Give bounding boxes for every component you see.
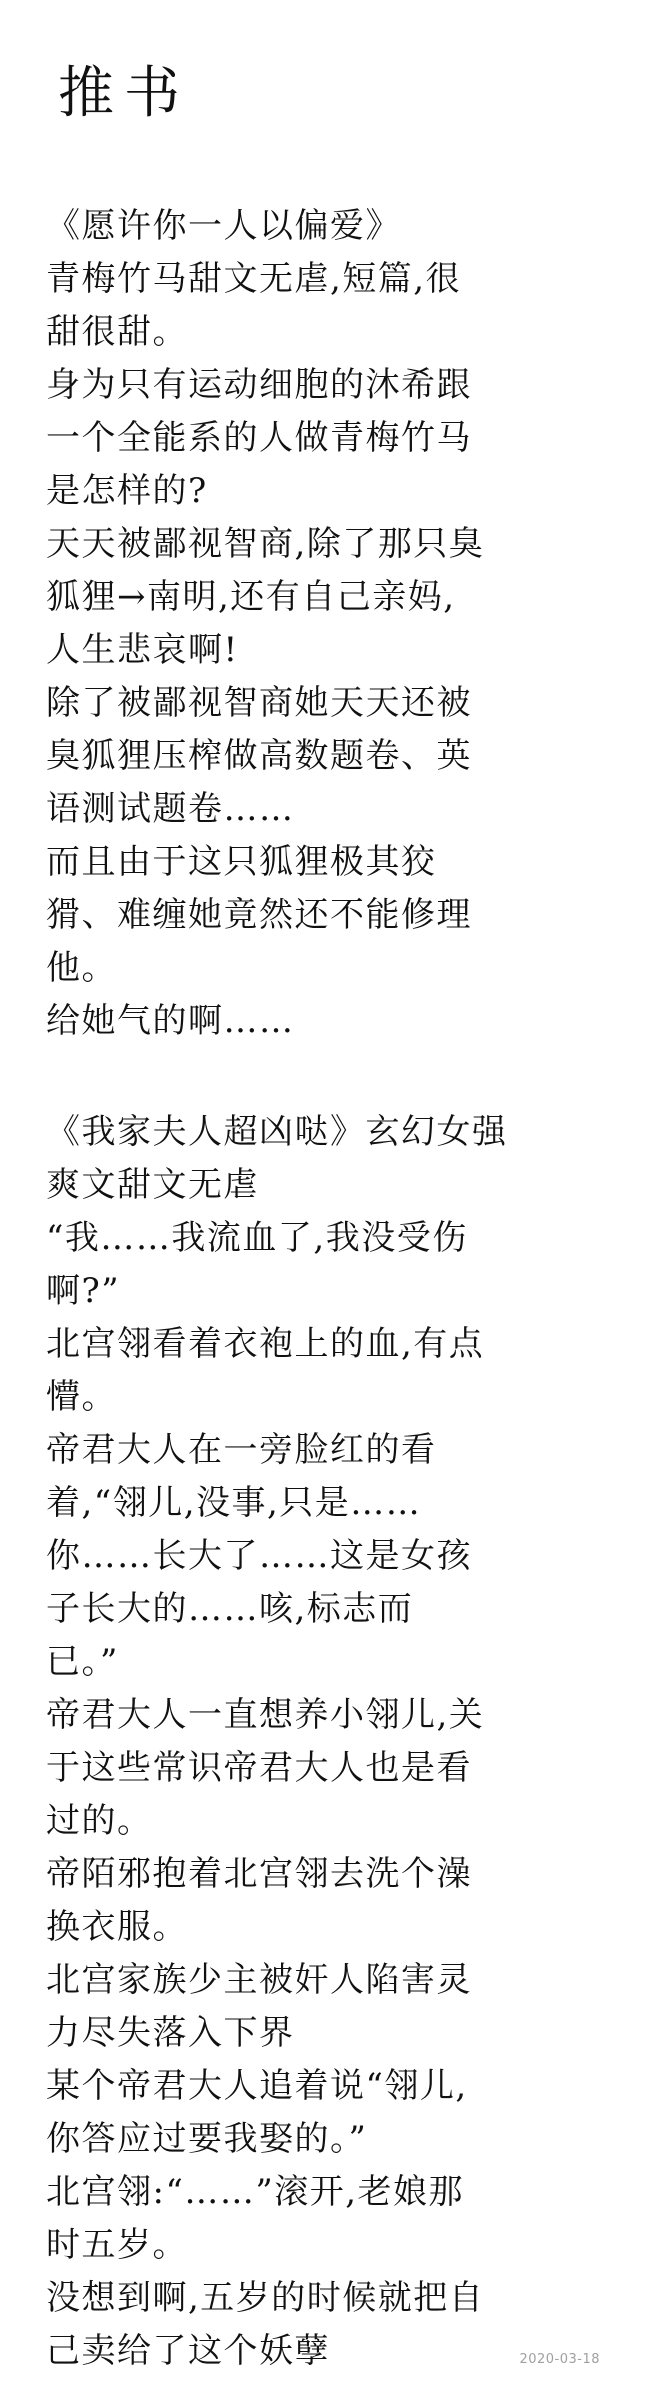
text-line: 某个帝君大人追着说“翎儿,: [46, 2066, 468, 2106]
text-line: 帝陌邪抱着北宫翎去洗个澡: [46, 1854, 472, 1894]
text-line: 他。: [46, 948, 117, 988]
text-line: 北宫翎:“……”滚开,老娘那: [46, 2172, 465, 2212]
text-line: 北宫家族少主被奸人陷害灵: [46, 1960, 472, 2000]
text-line: 时五岁。: [46, 2225, 188, 2265]
text-line: 除了被鄙视智商她天天还被: [46, 683, 472, 723]
book-recommendation-2: [46, 1106, 628, 2378]
text-line: 懵。: [46, 1377, 117, 1417]
text-line: 于这些常识帝君大人也是看: [46, 1748, 472, 1788]
text-line: 狐狸→南明,还有自己亲妈,: [46, 577, 456, 617]
text-line: 啊?”: [46, 1271, 121, 1311]
text-line: 你答应过要我娶的。”: [46, 2119, 368, 2159]
text-line: 青梅竹马甜文无虐,短篇,很: [46, 259, 462, 299]
date-stamp: 2020-03-18: [519, 2352, 600, 2367]
text-line: 力尽失落入下界: [46, 2013, 295, 2053]
text-line: 《我家夫人超凶哒》玄幻女强: [46, 1112, 508, 1152]
text-line: 已。”: [46, 1642, 119, 1682]
text-line: 换衣服。: [46, 1907, 188, 1947]
text-line: 爽文甜文无虐: [46, 1165, 259, 1205]
text-line: 帝君大人在一旁脸红的看: [46, 1430, 437, 1470]
text-line: 没想到啊,五岁的时候就把自: [46, 2278, 485, 2318]
text-line: 是怎样的?: [46, 471, 208, 511]
text-line: 而且由于这只狐狸极其狡: [46, 842, 437, 882]
text-line: 甜很甜。: [46, 312, 188, 352]
text-line: 着,“翎儿,没事,只是……: [46, 1483, 422, 1523]
text-line: 《愿许你一人以偏爱》: [46, 206, 401, 246]
text-line: 子长大的……咳,标志而: [46, 1589, 414, 1629]
text-line: 一个全能系的人做青梅竹马: [46, 418, 472, 458]
text-line: “我……我流血了,我没受伤: [46, 1218, 468, 1258]
text-line: 语测试题卷……: [46, 789, 295, 829]
text-line: 过的。: [46, 1801, 153, 1841]
text-line: 身为只有运动细胞的沐希跟: [46, 365, 472, 405]
page-title: 推书: [58, 61, 190, 126]
text-line: 帝君大人一直想养小翎儿,关: [46, 1695, 485, 1735]
text-line: 人生悲哀啊!: [46, 630, 239, 670]
text-line: 天天被鄙视智商,除了那只臭: [46, 524, 485, 564]
text-line: 臭狐狸压榨做高数题卷、英: [46, 736, 472, 776]
text-line: 给她气的啊……: [46, 1001, 295, 1041]
text-line: 你……长大了……这是女孩: [46, 1536, 472, 1576]
text-line: 己卖给了这个妖孽: [46, 2331, 330, 2371]
book-recommendation-1: [46, 200, 628, 1048]
text-line: 北宫翎看着衣袍上的血,有点: [46, 1324, 485, 1364]
text-line: 猾、难缠她竟然还不能修理: [46, 895, 472, 935]
